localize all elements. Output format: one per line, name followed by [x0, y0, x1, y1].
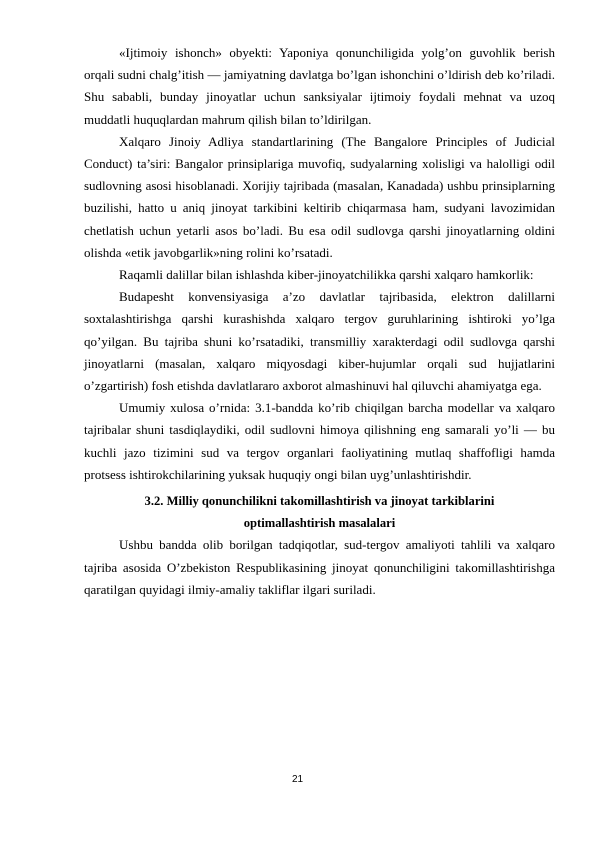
section-heading-line2: optimallashtirish masalalari: [243, 516, 396, 531]
page-number: 21: [291, 774, 304, 785]
paragraph-digital-evidence: Raqamli dalillar bilan ishlashda kiber-jinoyatchilikka qarshi xalqaro hamkorlik:: [119, 267, 534, 283]
paragraph-section-intro: Ushbu bandda olib borilgan tadqiqotlar, sud-tergov amaliyoti tahlili va xalqaro tajriba asosida O’zbekiston Respublikasining jinoyat qonunchiligini takomillashtirishga qaratilgan quyidagi ilmiy-amaliy takliflar ilgari suriladi.: [84, 537, 555, 597]
paragraph-general-conclusion: Umumiy xulosa o’rnida: 3.1-bandda ko’rib chiqilgan barcha modellar va xalqaro tajribalar shuni tasdiqlaydiki, odil sudlovni himoya qilishning eng samarali yo’li — bu kuchli jazo tizimini sud va tergov organlari faoliyatining mutlaq shaffofligi hamda protsess ishtirokchilarining yuksak huquqiy ongi bilan uyg’unlashtirishdir.: [84, 400, 555, 482]
section-heading: [84, 490, 555, 534]
section-heading-line1: 3.2. Milliy qonunchilikni takomillashtirish va jinoyat tarkiblarini: [144, 494, 495, 509]
document-page: [84, 42, 555, 601]
paragraph-ijtimoiy-ishonch: «Ijtimoiy ishonch» obyekti: Yaponiya qonunchiligida yolg’on guvohlik berish orqali sudni chalg’itish — jamiyatning davlatga bo’lgan ishonchini o’ldirish deb ko’riladi. Shu sababli, bunday jinoyatlar uchun sanksiyalar ijtimoiy foydali mehnat va uzoq muddatli huquqlardan mahrum qilish bilan to’ldirilgan.: [84, 45, 555, 127]
paragraph-bangalore-principles: Xalqaro Jinoiy Adliya standartlarining (The Bangalore Principles of Judicial Conduct) ta’siri: Bangalor prinsiplariga muvofiq, sudyalarning xolisligi va halolligi odil sudlovning asosi hisoblanadi. Xorijiy tajribada (masalan, Kanadada) ushbu prinsiplarning buzilishi, hatto u aniq jinoyat tarkibini keltirib chiqarmasa ham, sudyani lavozimidan chetlatish uchun yetarli asos bo’ladi. Bu esa odil sudlovga qarshi jinoyatlarning oldini olishda «etik javobgarlik»ning rolini ko’rsatadi.: [84, 133, 555, 260]
paragraph-budapest-convention: Budapesht konvensiyasiga a’zo davlatlar tajribasida, elektron dalillarni soxtalashtirishga qarshi kurashishda xalqaro tergov guruhlarining ishtiroki yo’lga qo’yilgan. Bu tajriba shuni ko’rsatadiki, transmilliy xarakterdagi odil sudlovga qarshi jinoyatlarni (masalan, xalqaro miqyosdagi kiber-hujumlar orqali sud hujjatlarini o’zgartirish) fosh etishda davlatlararo axborot almashinuvi hal qiluvchi ahamiyatga ega.: [84, 289, 555, 394]
